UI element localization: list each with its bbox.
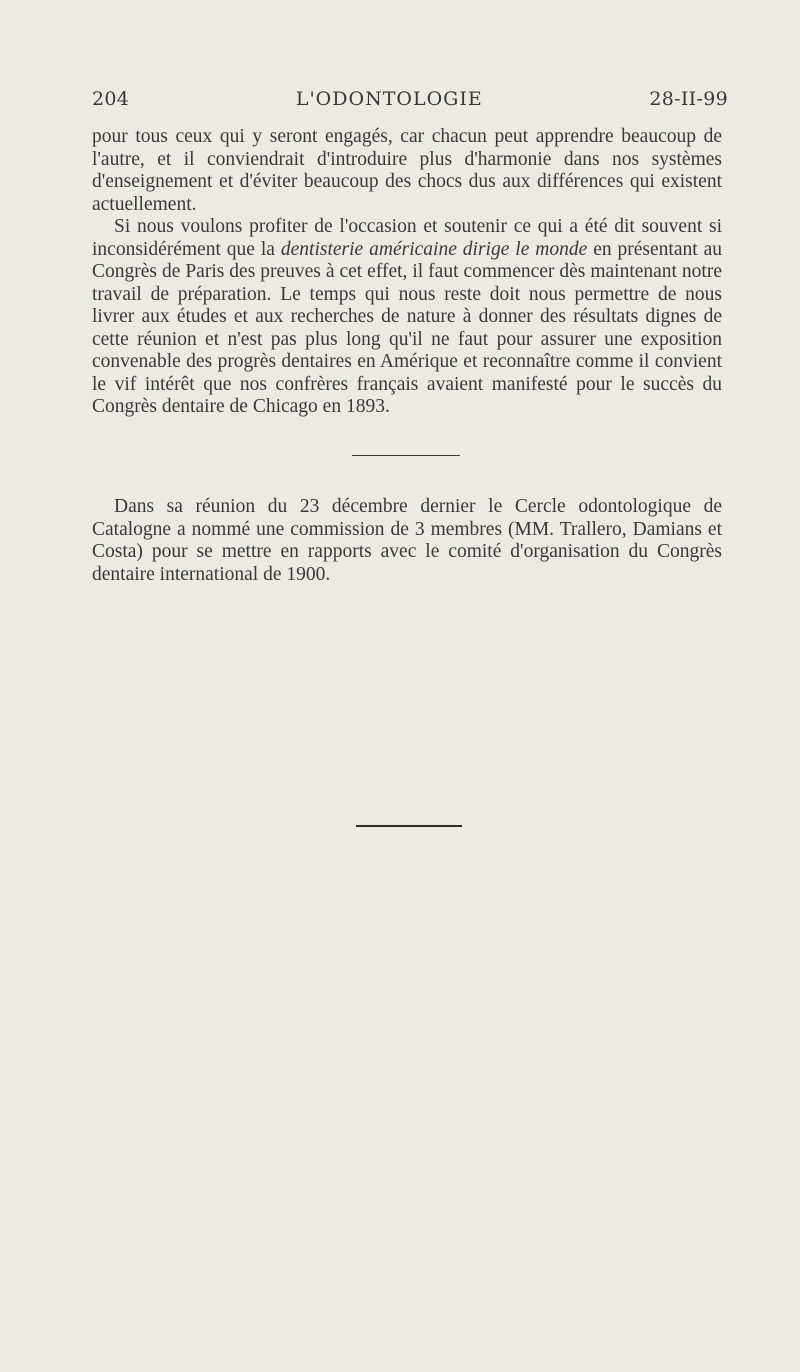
paragraph-text-start: Si nous voulons profiter de l'occasion et soutenir ce qui a été dit souvent si inconsidérément que la: [92, 216, 722, 260]
end-rule: [356, 825, 462, 827]
journal-title: L'ODONTOLOGIE: [295, 88, 483, 110]
news-item-paragraph: Dans sa réunion du 23 décembre dernier le Cercle odontologique de Catalogne a nommé une commission de 3 membres (MM. Trallero, Damians et Costa) pour se mettre en rapports avec le comité d'organisation du Congrès dentaire international de 1900.: [92, 496, 722, 585]
italic-phrase: dentisterie américaine dirige le monde: [280, 238, 588, 260]
running-header: [92, 88, 728, 110]
article-text-block: [92, 126, 722, 419]
issue-date: 28-II-99: [649, 88, 728, 110]
paragraph-continuation: pour tous ceux qui y seront engagés, car chacun peut apprendre beaucoup de l'autre, et il conviendrait d'introduire plus d'harmonie dans nos systèmes d'enseignement et d'éviter beaucoup des chocs dus aux différences qui existent actuellement.: [92, 126, 722, 215]
page-number: 204: [92, 88, 130, 110]
paragraph-text-end: en présentant au Congrès de Paris des preuves à cet effet, il faut commencer dès maintenant notre travail de préparation. Le temps qui nous reste doit nous permettre de nous livrer aux études et aux recherches de nature à donner des résultats dignes de cette réunion et n'est pas plus long qu'il ne faut pour assurer une exposition convenable des progrès dentaires en Amérique et reconnaître comme il convient le vif intérêt que nos confrères français avaient manifesté pour le succès du Congrès dentaire de Chicago en 1893.: [92, 238, 722, 417]
paragraph-american-dentistry: [92, 216, 722, 419]
news-item-block: [92, 496, 722, 586]
section-divider: [352, 455, 460, 456]
